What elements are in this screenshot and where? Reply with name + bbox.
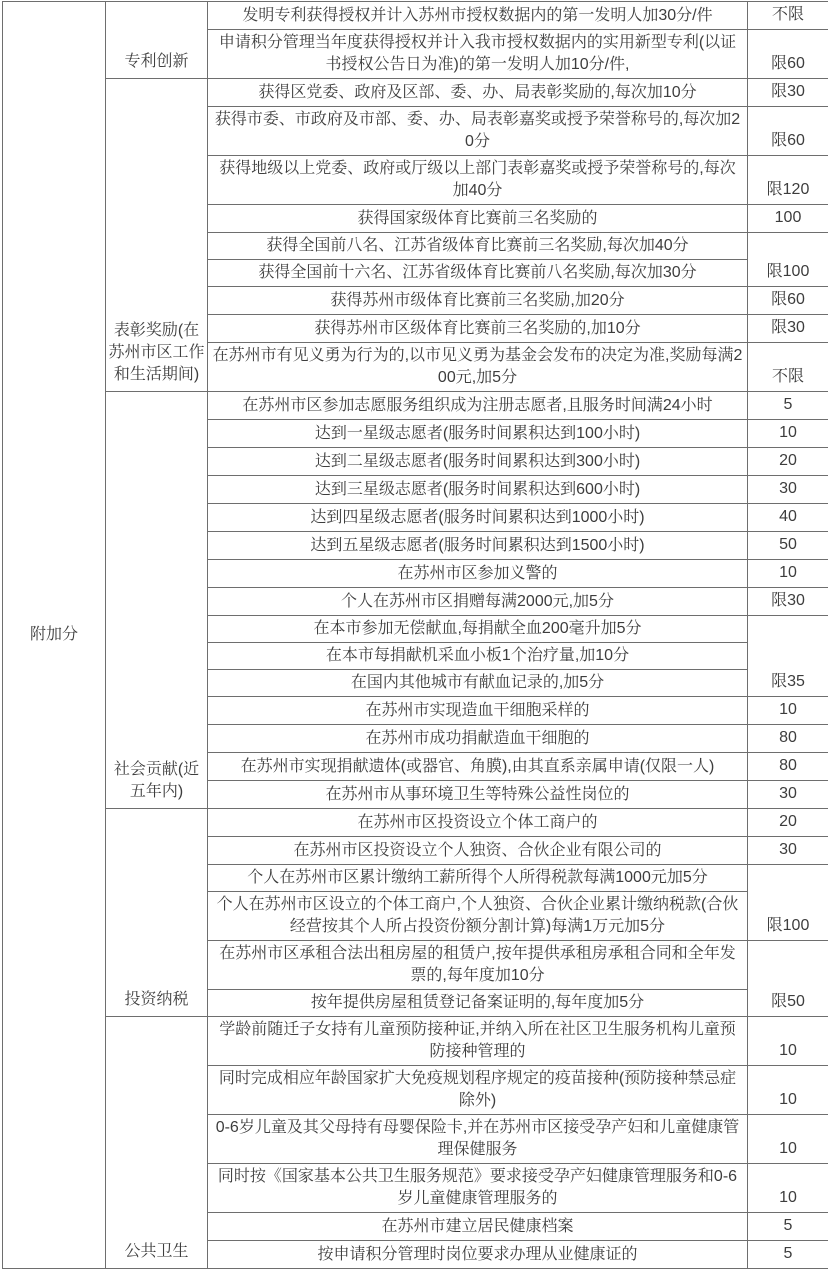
table-row — [3, 809, 828, 837]
criteria-cell: 达到五星级志愿者(服务时间累积达到1500小时) — [208, 532, 748, 560]
points-cell: 不限 — [748, 343, 828, 392]
points-cell: 限120 — [748, 156, 828, 205]
criteria-cell: 获得地级以上党委、政府或厅级以上部门表彰嘉奖或授予荣誉称号的,每次加40分 — [208, 156, 748, 205]
criteria-cell: 在国内其他城市有献血记录的,加5分 — [208, 670, 748, 697]
points-cell: 10 — [748, 1017, 828, 1066]
points-cell: 限100 — [748, 865, 828, 941]
criteria-cell: 获得苏州市区级体育比赛前三名奖励的,加10分 — [208, 315, 748, 343]
criteria-cell: 在苏州市区参加志愿服务组织成为注册志愿者,且服务时间满24小时 — [208, 392, 748, 420]
points-cell: 40 — [748, 504, 828, 532]
points-cell: 30 — [748, 837, 828, 865]
criteria-cell: 在苏州市区投资设立个人独资、合伙企业有限公司的 — [208, 837, 748, 865]
points-cell: 80 — [748, 753, 828, 781]
points-cell: 限100 — [748, 233, 828, 287]
points-cell: 限35 — [748, 616, 828, 697]
criteria-cell: 达到二星级志愿者(服务时间累积达到300小时) — [208, 448, 748, 476]
criteria-cell: 在苏州市有见义勇为行为的,以市见义勇为基金会发布的决定为准,奖励每满200元,加5分 — [208, 343, 748, 392]
points-cell: 限60 — [748, 287, 828, 315]
points-cell: 限60 — [748, 30, 828, 79]
criteria-cell: 同时完成相应年龄国家扩大免疫规划程序规定的疫苗接种(预防接种禁忌症除外) — [208, 1066, 748, 1115]
criteria-cell: 获得市委、市政府及市部、委、办、局表彰嘉奖或授予荣誉称号的,每次加20分 — [208, 107, 748, 156]
criteria-cell: 获得苏州市级体育比赛前三名奖励,加20分 — [208, 287, 748, 315]
criteria-cell: 获得区党委、政府及区部、委、办、局表彰奖励的,每次加10分 — [208, 79, 748, 107]
group-cell: 附加分 — [3, 2, 106, 1269]
criteria-cell: 在苏州市从事环境卫生等特殊公益性岗位的 — [208, 781, 748, 809]
points-cell: 不限 — [748, 2, 828, 30]
criteria-cell: 获得全国前八名、江苏省级体育比赛前三名奖励,每次加40分 — [208, 233, 748, 260]
table-row — [3, 392, 828, 420]
category-cell: 表彰奖励(在苏州市区工作和生活期间) — [106, 79, 208, 392]
points-cell: 100 — [748, 205, 828, 233]
points-cell: 50 — [748, 532, 828, 560]
points-cell: 20 — [748, 448, 828, 476]
criteria-cell: 在苏州市建立居民健康档案 — [208, 1213, 748, 1241]
points-cell: 限30 — [748, 588, 828, 616]
points-cell: 限60 — [748, 107, 828, 156]
points-cell: 限30 — [748, 315, 828, 343]
table-row — [3, 2, 828, 30]
points-cell: 10 — [748, 1066, 828, 1115]
criteria-cell: 获得国家级体育比赛前三名奖励的 — [208, 205, 748, 233]
criteria-cell: 获得全国前十六名、江苏省级体育比赛前八名奖励,每次加30分 — [208, 260, 748, 287]
category-cell: 专利创新 — [106, 2, 208, 79]
table-row — [3, 1017, 828, 1066]
criteria-cell: 达到三星级志愿者(服务时间累积达到600小时) — [208, 476, 748, 504]
criteria-cell: 在苏州市区参加义警的 — [208, 560, 748, 588]
criteria-cell: 在苏州市区承租合法出租房屋的租赁户,按年提供承租房承租合同和全年发票的,每年度加10分 — [208, 941, 748, 990]
criteria-cell: 个人在苏州市区捐赠每满2000元,加5分 — [208, 588, 748, 616]
criteria-cell: 在苏州市成功捐献造血干细胞的 — [208, 725, 748, 753]
points-cell: 限30 — [748, 79, 828, 107]
criteria-cell: 申请积分管理当年度获得授权并计入我市授权数据内的实用新型专利(以证书授权公告日为准)的第一发明人加10分/件, — [208, 30, 748, 79]
criteria-cell: 达到一星级志愿者(服务时间累积达到100小时) — [208, 420, 748, 448]
criteria-cell: 按年提供房屋租赁登记备案证明的,每年度加5分 — [208, 990, 748, 1017]
criteria-cell: 按申请积分管理时岗位要求办理从业健康证的 — [208, 1241, 748, 1269]
criteria-cell: 同时按《国家基本公共卫生服务规范》要求接受孕产妇健康管理服务和0-6岁儿童健康管理服务的 — [208, 1164, 748, 1213]
criteria-cell: 学龄前随迁子女持有儿童预防接种证,并纳入所在社区卫生服务机构儿童预防接种管理的 — [208, 1017, 748, 1066]
points-cell: 10 — [748, 1164, 828, 1213]
category-cell: 公共卫生 — [106, 1017, 208, 1269]
points-cell: 10 — [748, 560, 828, 588]
points-cell: 10 — [748, 1115, 828, 1164]
category-cell: 投资纳税 — [106, 809, 208, 1017]
criteria-cell: 在本市参加无偿献血,每捐献全血200毫升加5分 — [208, 616, 748, 643]
points-cell: 限50 — [748, 941, 828, 1017]
points-cell: 80 — [748, 725, 828, 753]
criteria-cell: 在本市每捐献机采血小板1个治疗量,加10分 — [208, 643, 748, 670]
points-cell: 5 — [748, 392, 828, 420]
criteria-cell: 个人在苏州市区设立的个体工商户,个人独资、合伙企业累计缴纳税款(合伙经营按其个人所占投资份额分割计算)每满1万元加5分 — [208, 892, 748, 941]
criteria-cell: 在苏州市实现捐献遗体(或器官、角膜),由其直系亲属申请(仅限一人) — [208, 753, 748, 781]
points-cell: 30 — [748, 476, 828, 504]
points-cell: 10 — [748, 697, 828, 725]
criteria-cell: 个人在苏州市区累计缴纳工薪所得个人所得税款每满1000元加5分 — [208, 865, 748, 892]
category-cell: 社会贡献(近五年内) — [106, 392, 208, 809]
points-cell: 20 — [748, 809, 828, 837]
criteria-cell: 达到四星级志愿者(服务时间累积达到1000小时) — [208, 504, 748, 532]
points-cell: 5 — [748, 1213, 828, 1241]
points-cell: 10 — [748, 420, 828, 448]
points-cell: 5 — [748, 1241, 828, 1269]
criteria-cell: 0-6岁儿童及其父母持有母婴保险卡,并在苏州市区接受孕产妇和儿童健康管理保健服务 — [208, 1115, 748, 1164]
criteria-cell: 在苏州市实现造血干细胞采样的 — [208, 697, 748, 725]
table-row — [3, 79, 828, 107]
points-cell: 30 — [748, 781, 828, 809]
criteria-cell: 发明专利获得授权并计入苏州市授权数据内的第一发明人加30分/件 — [208, 2, 748, 30]
criteria-cell: 在苏州市区投资设立个体工商户的 — [208, 809, 748, 837]
points-table — [2, 1, 828, 1269]
